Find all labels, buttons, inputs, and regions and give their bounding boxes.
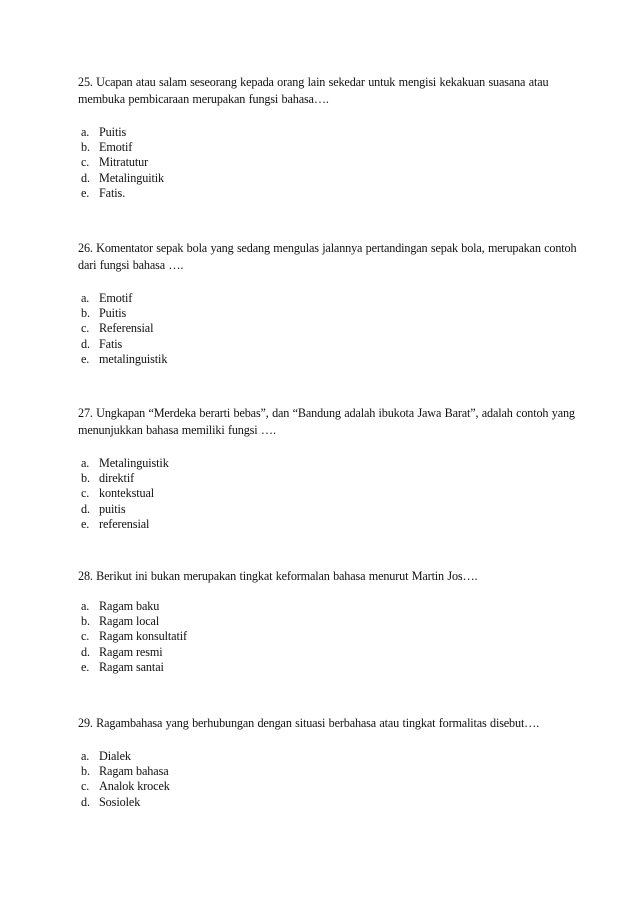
option-list (78, 291, 578, 367)
option-text: kontekstual (99, 486, 155, 501)
option-letter: c. (81, 321, 90, 336)
option-text: Mitratutur (99, 155, 149, 170)
option-b (78, 140, 578, 155)
option-letter: a. (81, 125, 90, 139)
option-text: Ragam baku (99, 599, 160, 613)
option-a (78, 125, 578, 140)
option-text: Emotif (99, 140, 133, 155)
question-text: 28. Berikut ini bukan merupakan tingkat keformalan bahasa menurut Martin Jos…. (78, 569, 478, 583)
option-text: Dialek (99, 749, 131, 763)
option-letter: e. (81, 351, 90, 366)
option-letter: c. (81, 486, 90, 501)
option-text: Ragam local (99, 614, 160, 629)
question-29 (78, 715, 578, 810)
option-letter: a. (81, 456, 90, 470)
question-text: 25. Ucapan atau salam seseorang kepada orang lain sekedar untuk mengisi kekakuan suasana atau membuka pembicaraan merupakan fungsi bahasa…. (78, 75, 549, 106)
option-b (78, 471, 578, 486)
question-25 (78, 74, 578, 201)
question-26 (78, 240, 578, 367)
option-letter: b. (81, 306, 90, 321)
option-letter: c. (81, 779, 90, 794)
option-d (78, 171, 578, 186)
option-d (78, 337, 578, 352)
option-text: Fatis (99, 336, 123, 351)
option-letter: c. (81, 155, 90, 170)
option-letter: b. (81, 471, 90, 486)
option-letter: d. (81, 501, 90, 516)
option-letter: a. (81, 599, 90, 613)
option-c (78, 629, 578, 644)
option-letter: d. (81, 336, 90, 351)
question-28 (78, 568, 578, 675)
option-text: Fatis. (99, 185, 126, 200)
option-e (78, 660, 578, 675)
option-e (78, 352, 578, 367)
option-letter: e. (81, 185, 90, 200)
option-c (78, 779, 578, 794)
option-text: Metalinguitik (99, 170, 165, 185)
option-letter: b. (81, 614, 90, 629)
option-a (78, 749, 578, 764)
option-d (78, 645, 578, 660)
option-text: Puitis (99, 306, 127, 321)
option-b (78, 306, 578, 321)
option-letter: d. (81, 644, 90, 659)
option-b (78, 764, 578, 779)
option-letter: b. (81, 140, 90, 155)
option-text: Ragam resmi (99, 644, 163, 659)
question-27 (78, 405, 578, 532)
option-d (78, 795, 578, 810)
option-letter: d. (81, 170, 90, 185)
option-text: metalinguistik (99, 351, 168, 366)
question-text: 27. Ungkapan “Merdeka berarti bebas”, dan “Bandung adalah ibukota Jawa Barat”, adalah contoh yang menunjukkan bahasa memiliki fungsi …. (78, 406, 575, 437)
question-text: 26. Komentator sepak bola yang sedang mengulas jalannya pertandingan sepak bola, merupakan contoh dari fungsi bahasa …. (78, 241, 577, 272)
option-text: Referensial (99, 321, 154, 336)
question-text: 29. Ragambahasa yang berhubungan dengan situasi berbahasa atau tingkat formalitas disebut…. (78, 716, 540, 730)
option-c (78, 155, 578, 170)
option-e (78, 186, 578, 201)
option-text: Sosiolek (99, 794, 141, 809)
option-text: direktif (99, 471, 135, 486)
option-text: Metalinguistik (99, 456, 169, 470)
option-text: puitis (99, 501, 126, 516)
option-list (78, 749, 578, 810)
option-list (78, 125, 578, 201)
option-letter: b. (81, 764, 90, 779)
option-d (78, 502, 578, 517)
option-text: Emotif (99, 291, 133, 305)
option-text: Ragam konsultatif (99, 629, 187, 644)
option-a (78, 291, 578, 306)
option-text: Puitis (99, 125, 127, 139)
option-letter: d. (81, 794, 90, 809)
option-b (78, 614, 578, 629)
option-c (78, 486, 578, 501)
option-text: Analok krocek (99, 779, 170, 794)
option-list (78, 456, 578, 532)
option-letter: e. (81, 659, 90, 674)
option-a (78, 599, 578, 614)
option-e (78, 517, 578, 532)
option-letter: c. (81, 629, 90, 644)
option-list (78, 599, 578, 675)
option-c (78, 321, 578, 336)
option-letter: a. (81, 291, 90, 305)
option-text: Ragam bahasa (99, 764, 169, 779)
option-letter: a. (81, 749, 90, 763)
option-a (78, 456, 578, 471)
option-text: Ragam santai (99, 659, 164, 674)
option-letter: e. (81, 516, 90, 531)
option-text: referensial (99, 516, 150, 531)
